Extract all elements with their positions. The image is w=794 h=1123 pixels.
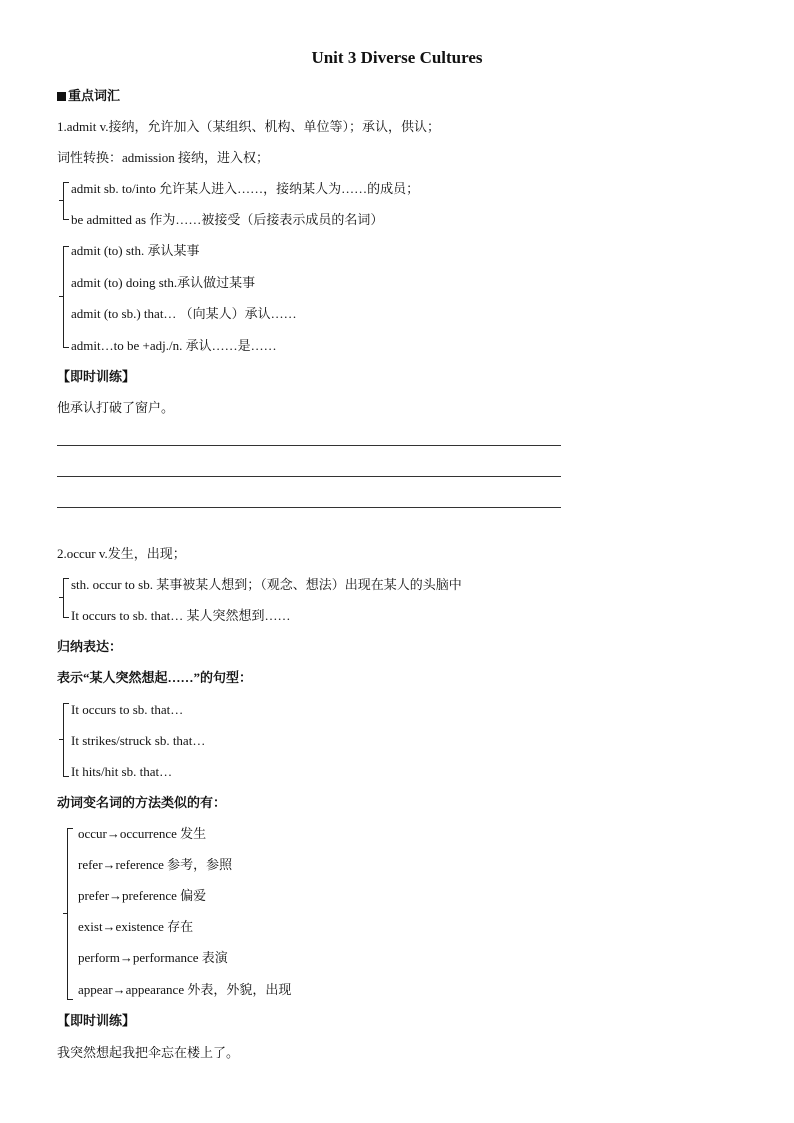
item1-group-b-line: admit (to) sth. 承认某事 bbox=[71, 243, 200, 258]
answer-line[interactable] bbox=[57, 445, 561, 446]
section-heading bbox=[57, 88, 120, 104]
item2-practice-label: 【即时训练】 bbox=[57, 1013, 136, 1028]
brace-2a-tip bbox=[59, 597, 63, 598]
brace-1b bbox=[63, 246, 69, 348]
item2-noun-line: appear→appearance 外表，外貌，出现 bbox=[78, 982, 292, 997]
brace-2c bbox=[67, 828, 73, 1000]
item2-noun-line: occur→occurrence 发生 bbox=[78, 826, 207, 841]
brace-2b-tip bbox=[59, 739, 63, 740]
square-bullet-icon bbox=[57, 92, 66, 101]
item2-pattern-line: It occurs to sb. that… bbox=[71, 702, 184, 717]
item1-headline: 1.admit v.接纳，允许加入（某组织、机构、单位等）；承认，供认； bbox=[57, 119, 441, 134]
answer-line[interactable] bbox=[57, 476, 561, 477]
brace-2c-tip bbox=[63, 913, 67, 914]
item2-group-a-line: sth. occur to sb. 某事被某人想到；（观念、想法）出现在某人的头脑中 bbox=[71, 577, 462, 592]
answer-line[interactable] bbox=[57, 507, 561, 508]
item2-summary-label: 归纳表达： bbox=[57, 639, 123, 654]
page-title: Unit 3 Diverse Cultures bbox=[311, 48, 483, 67]
item1-practice-label: 【即时训练】 bbox=[57, 369, 136, 384]
item2-practice-prompt: 我突然想起我把伞忘在楼上了。 bbox=[57, 1045, 240, 1060]
item1-group-b-line: admit (to sb.) that… （向某人）承认…… bbox=[71, 306, 297, 321]
item2-pattern-label: 表示“某人突然想起……”的句型： bbox=[57, 670, 253, 685]
item2-noun-line: exist→existence 存在 bbox=[78, 919, 194, 934]
item1-group-b-line: admit…to be +adj./n. 承认……是…… bbox=[71, 338, 277, 353]
item2-group-a-line: It occurs to sb. that… 某人突然想到…… bbox=[71, 608, 291, 623]
item1-group-b-line: admit (to) doing sth.承认做过某事 bbox=[71, 275, 256, 290]
brace-1b-tip bbox=[59, 296, 63, 297]
item1-group-a-line: be admitted as 作为……被接受（后接表示成员的名词） bbox=[71, 212, 384, 227]
section-heading-text: 重点词汇 bbox=[68, 88, 121, 103]
item2-noun-line: perform→performance 表演 bbox=[78, 950, 228, 965]
brace-2a bbox=[63, 578, 69, 618]
brace-1a bbox=[63, 182, 69, 220]
item1-group-a-line: admit sb. to/into 允许某人进入……，接纳某人为……的成员； bbox=[71, 181, 420, 196]
item2-pattern-line: It hits/hit sb. that… bbox=[71, 764, 173, 779]
item2-pattern-line: It strikes/struck sb. that… bbox=[71, 733, 206, 748]
item2-headline: 2.occur v.发生，出现； bbox=[57, 546, 186, 561]
item2-noun-line: refer→reference 参考，参照 bbox=[78, 857, 233, 872]
brace-2b bbox=[63, 703, 69, 777]
item1-practice-prompt: 他承认打破了窗户。 bbox=[57, 400, 175, 415]
item1-conversion: 词性转换：admission 接纳，进入权； bbox=[57, 150, 269, 165]
item2-noun-label: 动词变名词的方法类似的有： bbox=[57, 795, 227, 810]
brace-1a-tip bbox=[59, 200, 63, 201]
item2-noun-line: prefer→preference 偏爱 bbox=[78, 888, 207, 903]
